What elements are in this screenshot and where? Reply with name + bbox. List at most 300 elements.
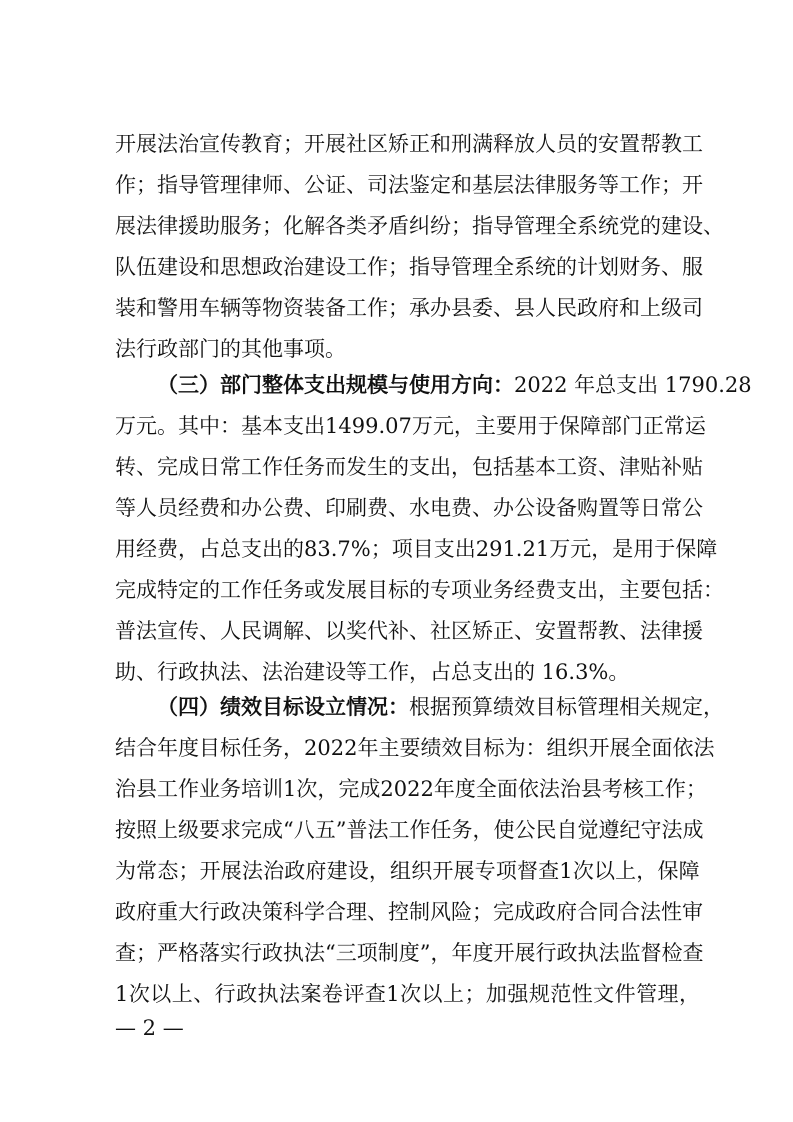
glyph: 本 [262,414,283,438]
line-text [115,488,703,529]
glyph: 等 [598,173,619,197]
glyph: 思 [220,255,241,279]
glyph: 务 [451,818,473,842]
glyph: 度 [398,941,420,965]
glyph: 服 [682,255,703,279]
glyph: 完 [338,777,360,801]
glyph: 按 [115,818,136,842]
glyph: 律 [535,173,556,197]
glyph: 治 [115,777,136,801]
glyph: 法 [157,132,178,156]
text-line [115,329,700,370]
glyph: 元 [136,414,157,438]
glyph: 要 [399,736,421,760]
glyph: 解 [283,619,304,643]
glyph: 和 [199,255,220,279]
glyph: 正 [642,414,664,438]
text-line [115,611,703,652]
glyph: 治 [559,777,581,801]
glyph: 项 [391,537,413,561]
glyph: 等 [241,296,262,320]
glyph: ， [178,537,199,561]
glyph: 安 [598,132,619,156]
glyph: “ [325,941,336,965]
glyph: 政 [284,859,306,883]
glyph: 加 [485,982,507,1006]
glyph: 社 [346,132,367,156]
glyph: 标 [388,578,409,602]
glyph: 工 [220,578,241,602]
glyph: 用 [633,537,655,561]
glyph: 管 [636,982,658,1006]
glyph: 普 [115,619,136,643]
glyph: 类 [346,214,367,238]
glyph: 宣 [199,132,220,156]
glyph: 合 [619,900,640,924]
glyph: 上 [640,296,661,320]
glyph: 、 [661,255,682,279]
glyph: 用 [115,537,136,561]
glyph: 员 [157,496,178,520]
glyph: 开 [199,859,221,883]
line-text [115,124,703,165]
glyph: ： [525,736,547,760]
glyph: 办 [430,296,451,320]
glyph: 用 [178,296,199,320]
glyph: 指 [157,173,178,197]
glyph: 年 [451,941,473,965]
glyph: 考 [601,777,623,801]
glyph: ， [598,578,619,602]
glyph: 定 [430,173,451,197]
glyph: 于 [537,414,559,438]
glyph: 盾 [388,214,409,238]
glyph: 执 [257,982,279,1006]
glyph: 、 [199,619,220,643]
glyph: 设 [535,496,556,520]
glyph: ， [472,818,494,842]
glyph: 建 [157,255,178,279]
glyph: 设 [325,255,346,279]
glyph: 上 [171,982,193,1006]
glyph: 理 [535,214,556,238]
glyph: 水 [409,496,430,520]
text-line [115,810,704,851]
glyph: 司 [367,173,388,197]
glyph: 经 [178,496,199,520]
glyph: ， [453,414,475,438]
glyph: 律 [661,619,682,643]
glyph: 展 [115,214,136,238]
glyph: 作 [409,818,431,842]
glyph: 目 [412,537,434,561]
section-heading: （四）绩效目标设立情况： [157,695,409,719]
glyph: 1 [386,982,400,1006]
glyph: 解 [304,214,325,238]
glyph: 定 [178,578,199,602]
glyph: 1 [115,982,129,1006]
glyph: 务 [493,578,514,602]
glyph: 展 [346,578,367,602]
glyph: 理 [346,900,367,924]
glyph: 作 [178,777,199,801]
line-text [115,810,704,851]
glyph: 委 [472,296,493,320]
glyph: ， [636,859,658,883]
glyph: 法 [598,941,620,965]
glyph: 以 [421,982,443,1006]
glyph: 和 [619,296,640,320]
text-line [115,933,704,974]
glyph: 合 [136,736,157,760]
glyph: 法 [514,173,535,197]
glyph: 释 [493,132,514,156]
glyph: 行 [214,982,236,1006]
glyph: 车 [199,296,220,320]
glyph: ； [388,296,409,320]
glyph: 工 [388,818,410,842]
glyph: 障 [696,537,718,561]
glyph: 想 [241,255,262,279]
glyph: 为 [115,859,136,883]
glyph: 系 [514,255,535,279]
glyph: 任 [430,818,452,842]
glyph: 矫 [388,132,409,156]
glyph: 成 [682,818,704,842]
glyph: 工 [556,455,577,479]
glyph: 291.21 [475,537,550,561]
glyph: 的 [640,214,661,238]
glyph: 刑 [451,132,472,156]
glyph: 万 [411,414,433,438]
glyph: 执 [283,941,304,965]
glyph: 2022 [304,736,358,760]
glyph: 次 [296,777,318,801]
glyph: 府 [136,900,157,924]
glyph: 治 [283,255,304,279]
glyph: 三 [335,941,357,965]
glyph: 费 [199,496,220,520]
glyph: 83.7% [304,537,371,561]
glyph: 保 [657,859,679,883]
line-text: 助、行政执法、法治建设等工作，占总支出的 16.3%。 [115,660,630,684]
glyph: 正 [493,619,514,643]
glyph: 执 [577,941,599,965]
glyph: 于 [654,537,676,561]
glyph: 贴 [640,455,661,479]
glyph: 组 [546,736,568,760]
glyph: 指 [472,214,493,238]
glyph: 等 [619,496,640,520]
glyph: 专 [474,859,496,883]
glyph: 行 [199,900,220,924]
glyph: 的 [388,455,409,479]
text-line [115,769,707,810]
glyph: 制 [409,900,430,924]
glyph: 务 [577,173,598,197]
glyph: 电 [430,496,451,520]
glyph: 的 [199,578,220,602]
glyph: 政 [220,900,241,924]
glyph: 费 [283,496,304,520]
glyph: 师 [262,173,283,197]
glyph: 组 [390,859,412,883]
glyph: 大 [178,900,199,924]
glyph: 资 [283,296,304,320]
glyph: 任 [241,736,262,760]
glyph: 部 [600,414,622,438]
glyph: 元 [432,414,454,438]
glyph: 督 [516,859,538,883]
glyph: 效 [441,736,463,760]
glyph: 政 [577,296,598,320]
glyph: 行 [241,941,262,965]
glyph: 印 [325,496,346,520]
glyph: 费 [535,578,556,602]
glyph: 落 [199,941,220,965]
glyph: 年 [357,736,379,760]
glyph: ， [317,777,339,801]
glyph: 开 [682,173,703,197]
glyph: 政 [262,941,283,965]
glyph: 队 [115,255,136,279]
glyph: 补 [661,455,682,479]
glyph: 法 [241,859,263,883]
glyph: ； [685,777,707,801]
glyph: 或 [304,578,325,602]
glyph: 上 [157,818,178,842]
glyph: 工 [643,777,665,801]
text-line [115,406,706,447]
glyph: 法 [640,619,661,643]
glyph: 法 [693,736,715,760]
line-text [115,206,724,247]
glyph: 行 [535,941,557,965]
glyph: 公 [262,496,283,520]
glyph: 法 [279,982,300,1006]
glyph: 全 [630,736,652,760]
glyph: 守 [640,818,662,842]
glyph: ； [136,941,157,965]
glyph: 主 [474,414,496,438]
glyph: 万 [115,414,136,438]
line-text: 根据预算绩效目标管理相关规定， [409,695,724,719]
glyph: 辆 [220,296,241,320]
glyph: 生 [367,455,388,479]
glyph: 县 [580,777,602,801]
glyph: 织 [567,736,589,760]
glyph: 、 [409,619,430,643]
glyph: 主 [378,736,400,760]
glyph: 成 [359,777,381,801]
glyph: 、 [388,496,409,520]
glyph: 援 [682,619,703,643]
glyph: 门 [621,414,643,438]
glyph: ， [451,455,472,479]
glyph: 策 [262,900,283,924]
glyph: 支 [433,537,455,561]
glyph: 包 [472,455,493,479]
glyph: 经 [136,537,157,561]
glyph: 以 [325,619,346,643]
glyph: 1 [559,859,573,883]
glyph: 备 [325,296,346,320]
glyph: 其 [178,414,199,438]
glyph: 年 [157,736,178,760]
glyph: 业 [199,777,220,801]
glyph: 要 [495,414,517,438]
glyph: 、 [136,455,157,479]
glyph: 法 [136,619,157,643]
glyph: 教 [661,132,682,156]
glyph: 划 [598,255,619,279]
glyph: 使 [493,818,515,842]
glyph: ” [335,818,347,842]
glyph: 括 [682,578,703,602]
glyph: 控 [388,900,409,924]
glyph: ； [661,173,682,197]
glyph: ； [472,900,493,924]
glyph: 目 [199,736,220,760]
glyph: “ [283,818,294,842]
glyph: ； [283,132,304,156]
glyph: 法 [136,214,157,238]
glyph: 范 [550,982,572,1006]
text-line [115,247,703,288]
glyph: 展 [136,132,157,156]
glyph: 日 [640,496,661,520]
glyph: 纠 [409,214,430,238]
glyph: 合 [577,900,598,924]
glyph: 项 [495,859,517,883]
line-text [115,769,707,810]
glyph: 元 [570,537,592,561]
glyph: 。 [157,414,178,438]
glyph: 文 [593,982,615,1006]
text-line [115,851,700,892]
glyph: 目 [462,736,484,760]
glyph: 鉴 [409,173,430,197]
glyph: 办 [241,496,262,520]
glyph: 置 [556,619,577,643]
glyph: 成 [262,818,283,842]
glyph: 、 [346,173,367,197]
glyph: 支 [409,455,430,479]
glyph: ， [368,859,390,883]
glyph: 装 [304,296,325,320]
glyph: 务 [283,578,304,602]
glyph: 出 [304,414,325,438]
glyph: 常 [220,455,241,479]
glyph: 、 [493,296,514,320]
glyph: 成 [178,455,199,479]
glyph: 括 [493,455,514,479]
glyph: 开 [115,132,136,156]
glyph: ； [388,255,409,279]
glyph: 区 [451,619,472,643]
glyph: 支 [241,537,262,561]
glyph: 全 [556,214,577,238]
glyph: 民 [535,818,557,842]
glyph: 公 [514,818,536,842]
glyph: 工 [682,132,703,156]
glyph: 导 [178,173,199,197]
glyph: 普 [346,818,368,842]
glyph: 1 [283,777,297,801]
glyph: 中 [199,414,220,438]
glyph: 上 [615,859,637,883]
glyph: 照 [136,818,157,842]
line-text [115,728,715,769]
glyph: 查 [682,941,704,965]
glyph: 政 [262,255,283,279]
glyph: 化 [283,214,304,238]
glyph: 建 [326,859,348,883]
glyph: 治 [178,132,199,156]
glyph: 系 [577,214,598,238]
glyph: 目 [367,578,388,602]
glyph: 矛 [367,214,388,238]
glyph: 查 [115,941,136,965]
line-text [115,974,700,1015]
glyph: 律 [241,173,262,197]
glyph: 要 [199,818,220,842]
glyph: 以 [593,859,615,883]
line-text [115,851,700,892]
glyph: 指 [409,255,430,279]
glyph: 级 [178,818,199,842]
glyph: 格 [178,941,199,965]
glyph: 性 [661,900,682,924]
glyph: 奖 [346,619,367,643]
glyph: 的 [409,578,430,602]
glyph: 保 [675,537,697,561]
glyph: 基 [241,414,262,438]
glyph: 人 [136,496,157,520]
glyph: ； [262,214,283,238]
glyph: 、 [304,496,325,520]
glyph: 设 [347,859,369,883]
glyph: 、 [367,900,388,924]
glyph: 社 [430,619,451,643]
glyph: 结 [115,736,136,760]
glyph: 工 [346,296,367,320]
glyph: 证 [325,173,346,197]
glyph: 作 [367,255,388,279]
glyph: 补 [388,619,409,643]
glyph: 作 [367,296,388,320]
glyph: 和 [430,132,451,156]
glyph: 府 [556,900,577,924]
glyph: 态 [157,859,179,883]
glyph: 法 [388,173,409,197]
glyph: 面 [496,777,518,801]
glyph: 的 [556,255,577,279]
glyph: 性 [571,982,593,1006]
glyph: 费 [451,496,472,520]
text-line [115,570,724,611]
glyph: 上 [443,982,464,1006]
glyph: 政 [556,941,578,965]
glyph: 警 [157,296,178,320]
glyph: 年 [433,777,455,801]
glyph: 万 [549,537,571,561]
glyph: 公 [304,173,325,197]
glyph: 完 [157,455,178,479]
text-line [115,687,724,728]
glyph: 本 [535,455,556,479]
line-text [115,892,703,933]
